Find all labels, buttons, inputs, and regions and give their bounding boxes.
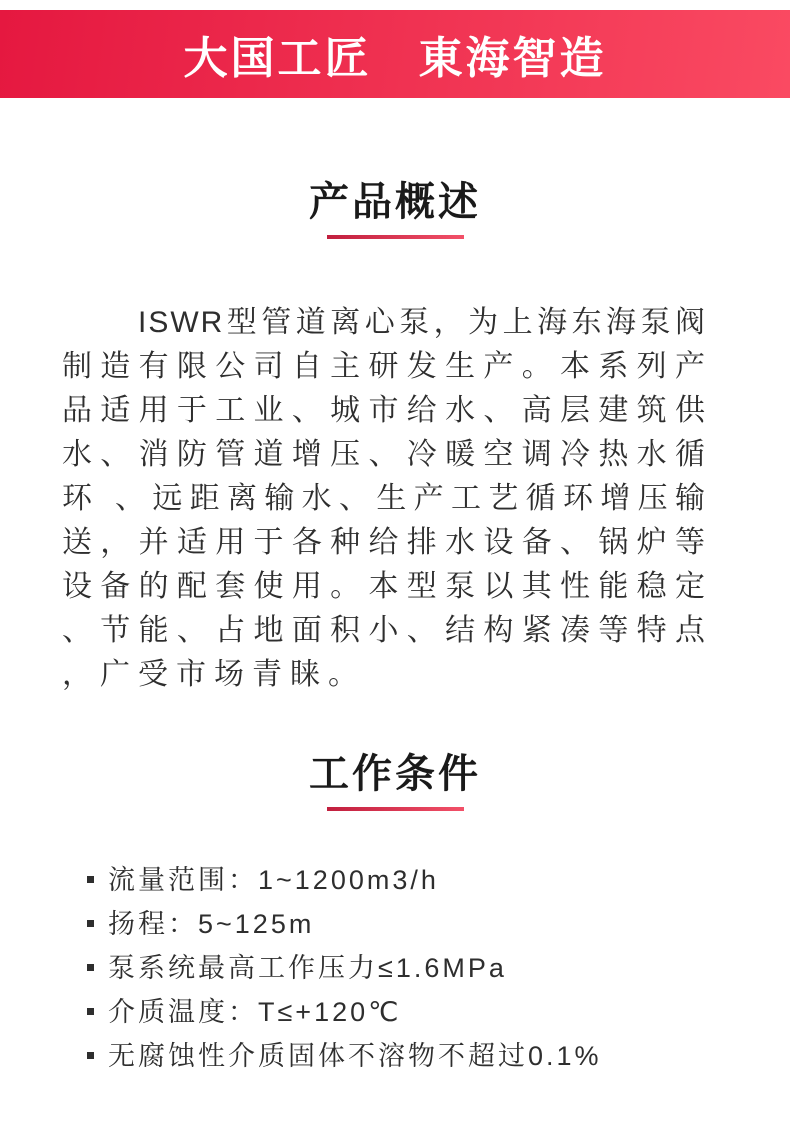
paragraph-line: 环 、远距离输水、生产工艺循环增压输: [62, 482, 707, 515]
overview-paragraph: [62, 301, 707, 697]
paragraph-line: 设备的配套使用。本型泵以其性能稳定: [62, 570, 707, 603]
paragraph-line: 送，并适用于各种给排水设备、锅炉等: [62, 526, 707, 559]
list-item-text: 无腐蚀性介质固体不溶物不超过0.1%: [108, 1041, 602, 1071]
paragraph-line: 、节能、占地面积小、结构紧凑等特点: [62, 614, 707, 647]
list-item: [0, 990, 790, 1034]
list-item-text: 介质温度：T≤+120℃: [108, 997, 402, 1027]
section-working-conditions: [0, 754, 790, 1078]
paragraph-line: 品适用于工业、城市给水、高层建筑供: [62, 394, 707, 427]
list-item: [0, 1034, 790, 1078]
working-conditions-list: [0, 858, 790, 1078]
working-conditions-title: 工作条件: [309, 752, 481, 796]
list-item-text: 泵系统最高工作压力≤1.6MPa: [108, 953, 507, 983]
square-bullet-icon: [87, 876, 94, 883]
paragraph-line: ，广受市场青睐。: [62, 658, 366, 691]
list-item-text: 扬程：5~125m: [108, 909, 315, 939]
list-item: [0, 858, 790, 902]
overview-title: 产品概述: [309, 180, 481, 224]
overview-title-underline: [327, 235, 464, 239]
square-bullet-icon: [87, 964, 94, 971]
section-product-overview: [0, 182, 790, 697]
square-bullet-icon: [87, 1008, 94, 1015]
paragraph-line: 制造有限公司自主研发生产。本系列产: [62, 350, 707, 383]
paragraph-line: 水、消防管道增压、冷暖空调冷热水循: [62, 438, 707, 471]
banner: [0, 10, 790, 98]
list-item: [0, 946, 790, 990]
square-bullet-icon: [87, 920, 94, 927]
list-item: [0, 902, 790, 946]
list-item-text: 流量范围：1~1200m3/h: [108, 865, 439, 895]
working-conditions-title-underline: [327, 807, 464, 811]
paragraph-line: ISWR型管道离心泵，为上海东海泵阀: [138, 306, 707, 339]
banner-title: 大国工匠 東海智造: [183, 34, 607, 83]
square-bullet-icon: [87, 1052, 94, 1059]
